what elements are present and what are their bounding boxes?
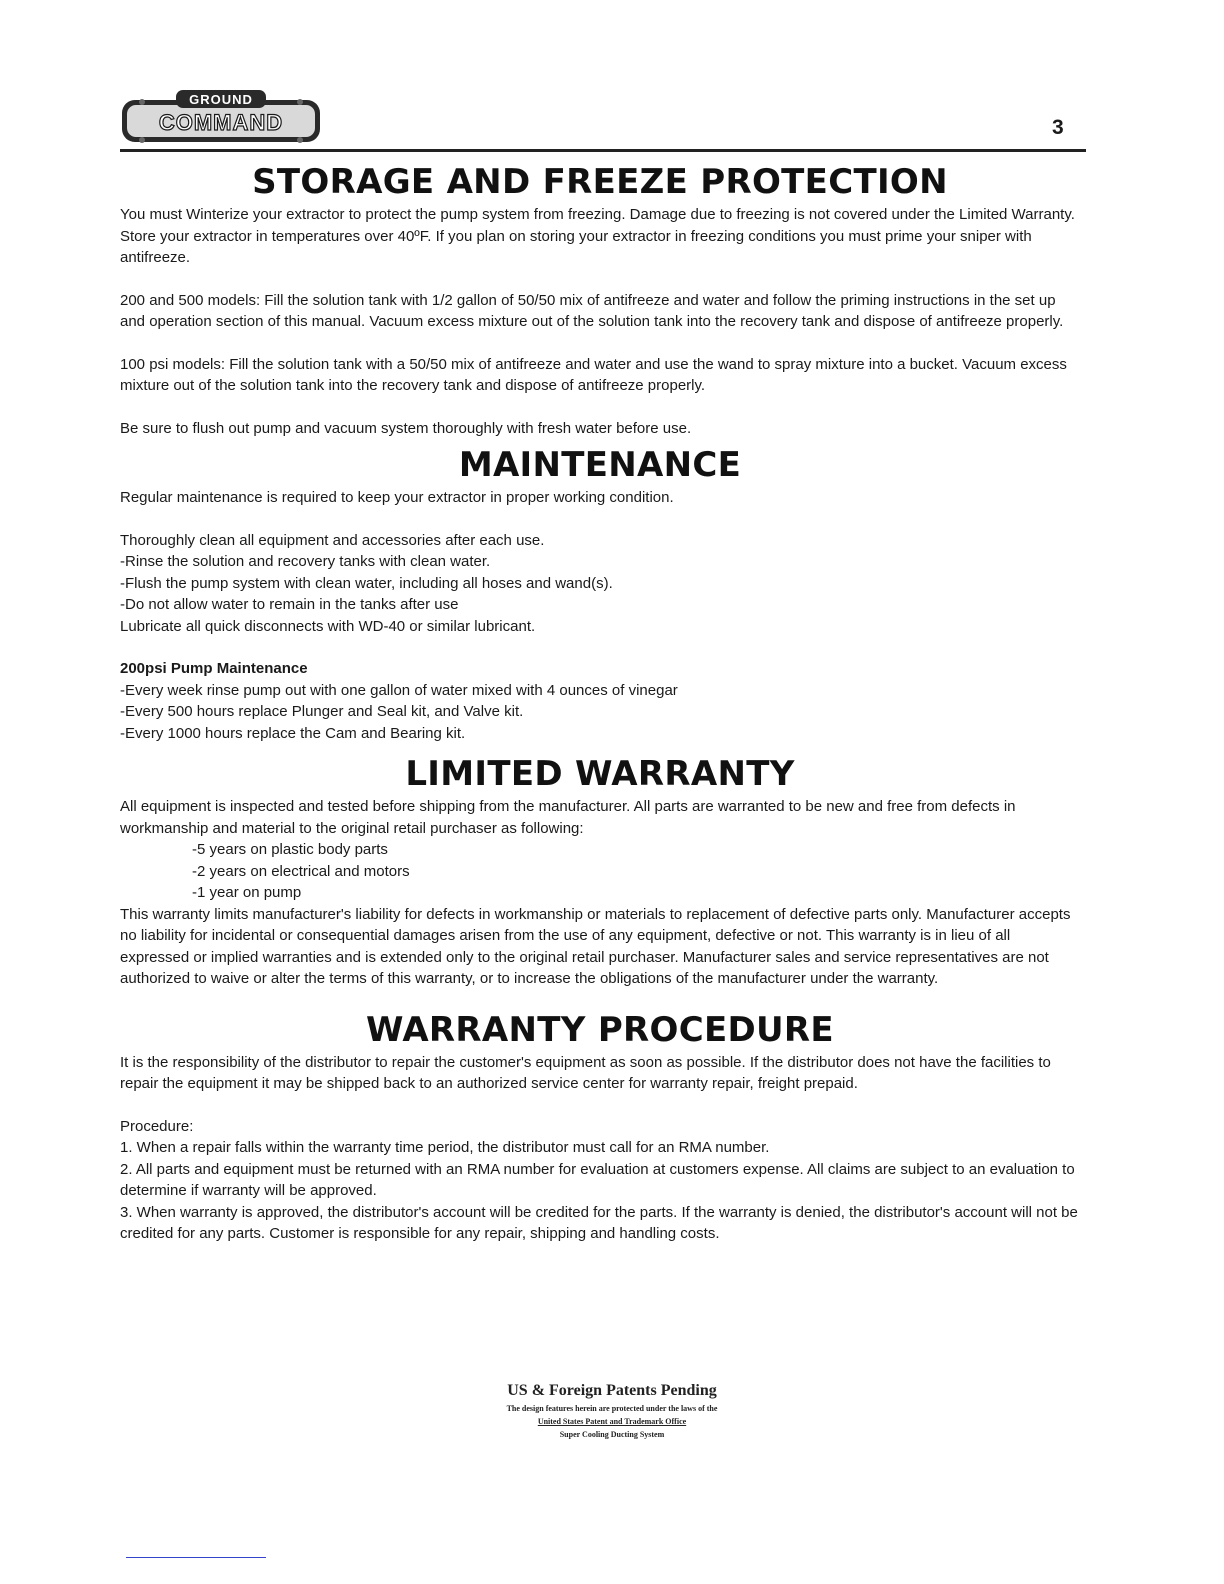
warranty-term: -1 year on pump [192, 884, 302, 901]
storage-paragraph: You must Winterize your extractor to protect the pump system from freezing. Damage due to freezing is not covered under the Limited Warranty. Store your extractor in temperatures over 40ºF. If you plan on storing your extractor in freezing conditions you must prime your sniper with antifreeze. [120, 206, 1075, 266]
pump-maintenance-heading: 200psi Pump Maintenance [120, 660, 308, 677]
procedure-step: 2. All parts and equipment must be returned with an RMA number for evaluation at customers expense. All claims are subject to an evaluation to determine if warranty will be approved. [120, 1160, 1075, 1199]
procedure-label: Procedure: [120, 1117, 194, 1135]
maintenance-line: -Rinse the solution and recovery tanks with clean water. [120, 553, 491, 570]
maintenance-line: Thoroughly clean all equipment and accessories after each use. [120, 531, 545, 549]
ground-command-logo [120, 88, 322, 144]
pump-maintenance-line: -Every week rinse pump out with one gallon of water mixed with 4 ounces of vinegar [120, 681, 678, 699]
patent-line: United States Patent and Trademark Office [537, 1417, 687, 1426]
procedure-step: 1. When a repair falls within the warranty time period, the distributor must call for an RMA number. [120, 1139, 770, 1156]
storage-paragraph: 100 psi models: Fill the solution tank with a 50/50 mix of antifreeze and water and use the wand to spray mixture into a bucket. Vacuum excess mixture out of the solution tank into the recovery tank and dispose of antifreeze properly. [120, 355, 1067, 394]
header-divider [120, 149, 1086, 152]
pump-maintenance-line: -Every 500 hours replace Plunger and Seal kit, and Valve kit. [120, 703, 524, 720]
maintenance-line: -Do not allow water to remain in the tanks after use [120, 596, 459, 613]
maintenance-line: -Flush the pump system with clean water, including all hoses and wand(s). [120, 574, 613, 592]
maintenance-heading: MAINTENANCE [458, 445, 742, 485]
page-number: 3 [1052, 116, 1064, 139]
logo-top-text: GROUND [189, 92, 253, 107]
storage-paragraph: 200 and 500 models: Fill the solution tank with 1/2 gallon of 50/50 mix of antifreeze and water and follow the priming instructions in the set up and operation section of this manual. Vacuum excess mixture out of the solution tank into the recovery tank and dispose of antifreeze properly. [120, 291, 1064, 330]
warranty-term: -5 years on plastic body parts [192, 841, 388, 858]
storage-paragraph: Be sure to flush out pump and vacuum system thoroughly with fresh water before use. [120, 419, 692, 437]
warranty-body: This warranty limits manufacturer's liability for defects in workmanship or materials to replacement of defective parts only. Manufacturer accepts no liability for incidental or consequential damages arisen from the use of any equipment, defective or not. This warranty is in lieu of all expressed or implied warranties and is extended only to the original retail purchaser. Manufacturer sales and service representatives are not authorized to waive or alter the terms of this warranty, or to increase the obligations of the manufacturer under the warranty. [120, 905, 1071, 987]
bottom-divider [126, 1557, 266, 1558]
patent-line: Super Cooling Ducting System [559, 1430, 665, 1439]
maintenance-line: Lubricate all quick disconnects with WD-40 or similar lubricant. [120, 617, 536, 635]
patent-footer [0, 1380, 1224, 1441]
procedure-intro: It is the responsibility of the distributor to repair the customer's equipment as soon as possible. If the distributor does not have the facilities to repair the equipment it may be shipped back to an authorized service center for warranty repair, freight prepaid. [120, 1053, 1051, 1092]
patent-title: US & Foreign Patents Pending [507, 1382, 717, 1399]
patent-line: The design features herein are protected under the laws of the [506, 1404, 718, 1413]
logo-main-text: COMMAND [158, 110, 284, 135]
warranty-procedure-heading: WARRANTY PROCEDURE [366, 1009, 834, 1050]
warranty-term: -2 years on electrical and motors [192, 862, 410, 880]
pump-maintenance-line: -Every 1000 hours replace the Cam and Bearing kit. [120, 724, 466, 742]
maintenance-intro: Regular maintenance is required to keep your extractor in proper working condition. [120, 489, 674, 506]
warranty-intro: All equipment is inspected and tested before shipping from the manufacturer. All parts are warranted to be new and free from defects in workmanship and material to the original retail purchaser as following: [120, 798, 1016, 837]
storage-heading: STORAGE AND FREEZE PROTECTION [252, 162, 948, 202]
procedure-step: 3. When warranty is approved, the distributor's account will be credited for the parts. If the warranty is denied, the distributor's account will not be credited for any parts. Customer is responsible for any repair, shipping and handling costs. [120, 1203, 1078, 1242]
limited-warranty-heading: LIMITED WARRANTY [405, 754, 795, 794]
page-content [120, 160, 1080, 1245]
